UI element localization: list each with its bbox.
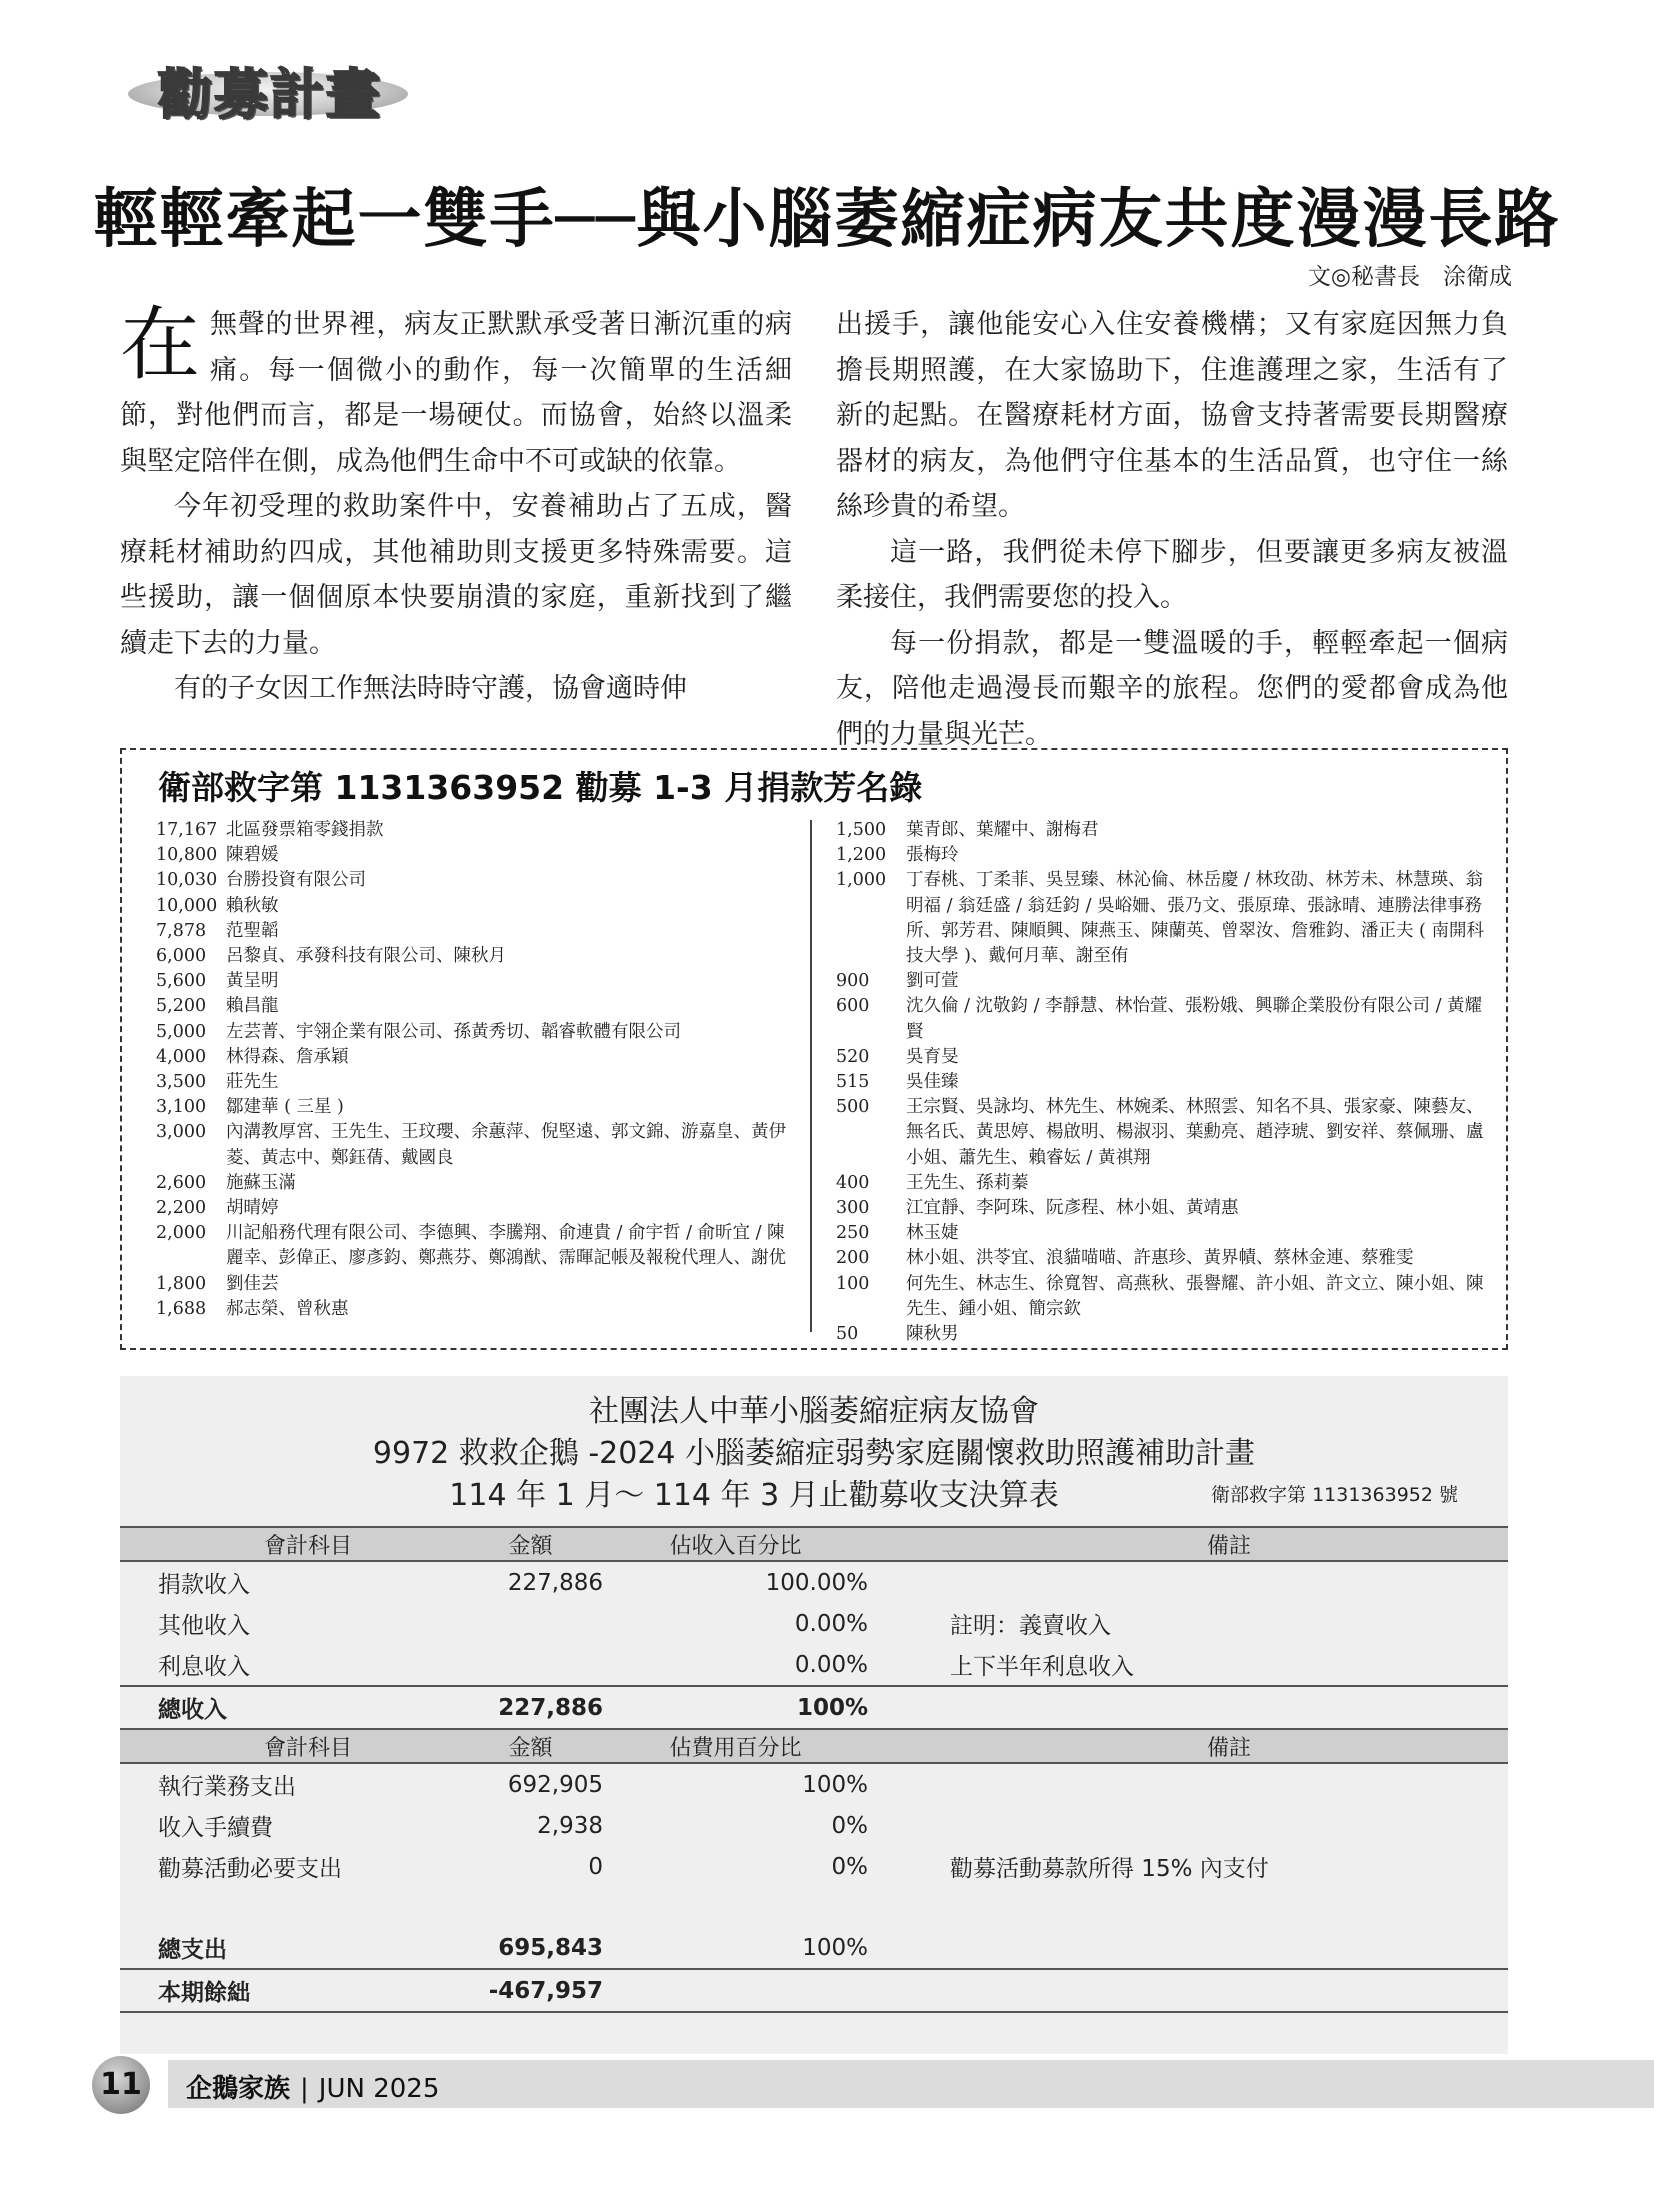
donor-names: 葉青郎、葉耀中、謝梅君 — [906, 820, 1099, 840]
row-item: 勸募活動必要支出 — [158, 1856, 342, 1882]
total-amount: 227,886 — [458, 1686, 603, 1729]
balance-note — [868, 1969, 1508, 2012]
donor-entry — [156, 1171, 796, 1196]
finance-statement — [120, 1376, 1508, 2054]
footer-separator: | — [300, 2074, 309, 2104]
donor-amount: 2,600 — [156, 1172, 207, 1193]
donor-amount: 300 — [836, 1198, 870, 1219]
donor-names: 丁春桃、丁柔菲、吳昱臻、林沁倫、林岳慶 / 林玫劭、林芳未、林慧瑛、翁明福 / 翁廷盛 / 翁廷鈞 / 吳峪姍、張乃文、張原瑋、張詠晴、連勝法律事務所、郭芳君、陳順興、陳燕玉、陳蘭英、曾翠汝、詹雅鈞、潘正夫 ( 南開科技大學 )、戴何月華、謝至侑 — [906, 870, 1484, 967]
issue-date: JUN 2025 — [318, 2074, 440, 2104]
donor-amount: 520 — [836, 1046, 870, 1067]
total-amount: 695,843 — [498, 1934, 603, 1961]
balance-row — [120, 1969, 1508, 2012]
byline: 文◎秘書長 涂衛成 — [1307, 264, 1512, 290]
donor-amount: 250 — [836, 1223, 870, 1244]
finance-period: 114 年 1 月～ 114 年 3 月止勸募收支決算表 — [449, 1478, 1059, 1513]
article-paragraph-3: 有的子女因工作無法時時守護，協會適時伸 — [174, 673, 687, 704]
balance-amount: -467,957 — [458, 1969, 603, 2012]
income-header-pct: 佔收入百分比 — [603, 1527, 868, 1561]
donor-entry — [836, 1171, 1486, 1196]
section-tag — [128, 48, 408, 126]
donor-entry — [836, 1272, 1486, 1322]
dropcap: 在 — [120, 298, 200, 391]
finance-permit-number: 衛部救字第 1131363952 號 — [1211, 1484, 1458, 1506]
expense-header-row — [120, 1729, 1508, 1763]
donor-names: 林小姐、洪苓宜、浪貓喵喵、許惠珍、黃界幘、蔡林金連、蔡雅雯 — [906, 1248, 1414, 1269]
income-header-amount: 金額 — [458, 1527, 603, 1561]
donor-names: 施蘇玉滿 — [226, 1172, 296, 1193]
row-pct: 100% — [802, 1771, 868, 1798]
donor-entry — [156, 1045, 796, 1070]
donor-entry — [836, 868, 1486, 969]
finance-table — [120, 1526, 1508, 2013]
donor-names: 鄒建華 ( 三星 ) — [226, 1097, 344, 1118]
row-amount: 227,886 — [507, 1569, 603, 1596]
donor-names: 陳碧媛 — [226, 845, 279, 866]
donor-names: 江宜靜、李阿珠、阮彥程、林小姐、黃靖惠 — [906, 1198, 1239, 1219]
donor-entry — [156, 818, 796, 843]
donor-entry — [836, 1322, 1486, 1347]
donor-entry — [156, 969, 796, 994]
donor-column-divider — [810, 820, 812, 1332]
donor-entry — [156, 994, 796, 1019]
donor-entry — [836, 969, 1486, 994]
donor-amount: 1,000 — [836, 870, 887, 891]
donor-amount: 10,000 — [156, 895, 218, 916]
donor-entry — [156, 894, 796, 919]
donor-names: 台勝投資有限公司 — [226, 870, 366, 891]
donor-names: 川記船務代理有限公司、李德興、李騰翔、俞連貴 / 俞宇哲 / 俞昕宜 / 陳麗幸、彭偉正、廖彥鈞、鄭燕芬、鄭鴻猷、霈暉記帳及報稅代理人、謝优 — [226, 1223, 786, 1269]
donor-names: 賴昌龍 — [226, 996, 279, 1017]
donor-amount: 500 — [836, 1097, 870, 1118]
expense-header-pct: 佔費用百分比 — [603, 1729, 868, 1763]
donor-names: 吳育旻 — [906, 1046, 959, 1067]
article-paragraph-2: 今年初受理的救助案件中，安養補助占了五成，醫療耗材補助約四成，其他補助則支援更多特殊需要。這些援助，讓一個個原本快要崩潰的家庭，重新找到了繼續走下去的力量。 — [120, 491, 792, 659]
donor-entry — [156, 1221, 796, 1271]
donor-entry — [836, 994, 1486, 1044]
row-pct: 0.00% — [794, 1651, 868, 1678]
donor-entry — [156, 1070, 796, 1095]
donor-entry — [156, 1120, 796, 1170]
row-item: 執行業務支出 — [158, 1774, 296, 1800]
donor-list-left — [156, 818, 796, 1322]
donor-names: 吳佳臻 — [906, 1072, 959, 1093]
section-tag-text: 勸募計畫 — [158, 63, 382, 126]
donor-names: 賴秋敏 — [226, 895, 279, 916]
row-pct: 100.00% — [765, 1569, 868, 1596]
row-item: 收入手續費 — [158, 1815, 273, 1841]
donor-amount: 5,200 — [156, 996, 207, 1017]
donor-amount: 1,200 — [836, 845, 887, 866]
article-title: 輕輕牽起一雙手──與小腦萎縮症病友共度漫漫長路 — [93, 182, 1561, 257]
table-row — [120, 1644, 1508, 1686]
donor-names: 林得森、詹承穎 — [226, 1046, 349, 1067]
finance-project-name: 9972 救救企鵝 -2024 小腦萎縮症弱勢家庭關懷救助照護補助計畫 — [372, 1436, 1256, 1471]
donor-amount: 10,030 — [156, 870, 218, 891]
donor-amount: 7,878 — [156, 920, 207, 941]
donor-names: 何先生、林志生、徐寬智、高燕秋、張譽耀、許小姐、許文立、陳小姐、陳先生、鍾小姐、簡宗欽 — [906, 1273, 1484, 1319]
donor-amount: 3,000 — [156, 1122, 207, 1143]
donor-amount: 900 — [836, 971, 870, 992]
donor-amount: 5,000 — [156, 1021, 207, 1042]
row-item: 其他收入 — [158, 1613, 250, 1639]
article-paragraph-1: 在無聲的世界裡，病友正默默承受著日漸沉重的病痛。每一個微小的動作，每一次簡單的生活細節，對他們而言，都是一場硬仗。而協會，始終以溫柔與堅定陪伴在側，成為他們生命中不可或缺的依靠。 — [120, 298, 792, 477]
donor-amount: 3,500 — [156, 1072, 207, 1093]
income-total-row — [120, 1686, 1508, 1729]
donor-names: 劉佳芸 — [226, 1273, 279, 1294]
income-header-row — [120, 1527, 1508, 1561]
row-note — [868, 1763, 1508, 1805]
expense-total-row — [120, 1927, 1508, 1969]
donor-amount: 200 — [836, 1248, 870, 1269]
article-paragraph-5: 每一份捐款，都是一雙溫暖的手，輕輕牽起一個病友，陪他走過漫長而艱辛的旅程。您們的愛都會成為他們的力量與光芒。 — [836, 627, 1508, 750]
table-row — [120, 1805, 1508, 1846]
donor-names: 莊先生 — [226, 1072, 279, 1093]
total-note — [868, 1927, 1508, 1969]
row-note: 註明：義賣收入 — [950, 1613, 1111, 1639]
donor-amount: 1,688 — [156, 1298, 207, 1319]
donor-entry — [156, 843, 796, 868]
donor-entry — [836, 1045, 1486, 1070]
donor-entry — [836, 1246, 1486, 1271]
donor-names: 呂黎貞、承發科技有限公司、陳秋月 — [226, 946, 506, 967]
row-pct: 0% — [831, 1853, 868, 1880]
donor-entry — [156, 1095, 796, 1120]
donor-names: 內溝教厚宮、王先生、王玟瓔、余蕙萍、倪堅遠、郭文錦、游嘉皇、黃伊菱、黃志中、鄭鈺蒨、戴國良 — [226, 1122, 786, 1168]
expense-header-item: 會計科目 — [120, 1729, 458, 1763]
income-header-item: 會計科目 — [120, 1527, 458, 1561]
income-header-note: 備註 — [868, 1527, 1508, 1561]
finance-org-name: 社團法人中華小腦萎縮症病友協會 — [589, 1394, 1039, 1429]
donor-names: 北區發票箱零錢捐款 — [226, 820, 384, 840]
article-paragraph-4: 這一路，我們從未停下腳步，但要讓更多病友被溫柔接住，我們需要您的投入。 — [836, 536, 1508, 613]
table-row — [120, 1603, 1508, 1644]
donor-names: 范聖韜 — [226, 920, 279, 941]
donor-names: 沈久倫 / 沈敬鈞 / 李靜慧、林怡萱、張粉娥、興聯企業股份有限公司 / 黃耀賢 — [906, 996, 1483, 1042]
footer-text — [186, 2068, 439, 2105]
donor-entry — [836, 1070, 1486, 1095]
total-pct: 100% — [603, 1686, 868, 1729]
donor-names: 王宗賢、吳詠均、林先生、林婉柔、林照雲、知名不具、張家豪、陳藝友、無名氏、黃思婷、楊啟明、楊淑羽、葉勳亮、趙浡琥、劉安祥、蔡佩珊、盧小姐、蕭先生、賴睿妘 / 黃祺翔 — [906, 1097, 1484, 1168]
donor-names: 林玉婕 — [906, 1223, 959, 1244]
article-column-left — [120, 298, 792, 712]
donor-entry — [156, 1020, 796, 1045]
donor-amount: 17,167 — [156, 820, 218, 840]
total-note — [868, 1686, 1508, 1729]
donor-amount: 4,000 — [156, 1046, 207, 1067]
donor-amount: 600 — [836, 996, 870, 1017]
total-item: 總支出 — [158, 1937, 227, 1963]
donor-entry — [156, 1196, 796, 1221]
donor-names: 胡晴婷 — [226, 1198, 279, 1219]
row-note — [868, 1561, 1508, 1603]
row-amount: 2,938 — [537, 1812, 603, 1839]
donor-names: 黃呈明 — [226, 971, 279, 992]
row-pct: 0% — [831, 1812, 868, 1839]
balance-pct — [603, 1969, 868, 2012]
row-item: 捐款收入 — [158, 1572, 250, 1598]
donor-list-box — [120, 748, 1508, 1350]
donor-names: 郝志榮、曾秋惠 — [226, 1298, 349, 1319]
article-column-right — [836, 302, 1508, 757]
donor-entry — [836, 1095, 1486, 1171]
donor-names: 張梅玲 — [906, 845, 959, 866]
donor-names: 左芸菁、宇翎企業有限公司、孫黃秀切、韜睿軟體有限公司 — [226, 1021, 681, 1042]
page-number-badge: 11 — [92, 2056, 150, 2114]
donor-entry — [836, 1221, 1486, 1246]
donor-amount: 6,000 — [156, 946, 207, 967]
table-spacer-row — [120, 1887, 1508, 1927]
donor-amount: 1,500 — [836, 820, 887, 840]
donor-entry — [836, 1196, 1486, 1221]
donor-amount: 100 — [836, 1273, 870, 1294]
expense-header-note: 備註 — [868, 1729, 1508, 1763]
table-row — [120, 1763, 1508, 1805]
donor-list-right — [836, 818, 1486, 1347]
row-note — [868, 1805, 1508, 1846]
row-amount — [458, 1603, 603, 1644]
donor-entry — [156, 1297, 796, 1322]
row-pct: 0.00% — [794, 1610, 868, 1637]
donor-entry — [156, 919, 796, 944]
donor-names: 王先生、孫莉蓁 — [906, 1172, 1029, 1193]
donor-names: 陳秋男 — [906, 1324, 959, 1345]
donor-entry — [836, 843, 1486, 868]
total-pct: 100% — [802, 1934, 868, 1961]
donor-amount: 3,100 — [156, 1097, 207, 1118]
row-amount: 0 — [588, 1853, 603, 1880]
total-item: 總收入 — [120, 1686, 458, 1729]
article-paragraph-3-continued: 出援手，讓他能安心入住安養機構；又有家庭因無力負擔長期照護，在大家協助下，住進護理之家，生活有了新的起點。在醫療耗材方面，協會支持著需要長期醫療器材的病友，為他們守住基本的生活品質，也守住一絲絲珍貴的希望。 — [836, 309, 1508, 522]
balance-item: 本期餘絀 — [120, 1969, 458, 2012]
row-note: 勸募活動募款所得 15% 內支付 — [950, 1856, 1269, 1882]
expense-header-amount: 金額 — [458, 1729, 603, 1763]
row-amount: 692,905 — [507, 1771, 603, 1798]
donor-entry — [156, 944, 796, 969]
row-amount — [458, 1644, 603, 1686]
donor-names: 劉可萱 — [906, 971, 959, 992]
donor-entry — [156, 1272, 796, 1297]
donor-list-heading: 衛部救字第 1131363952 勸募 1-3 月捐款芳名錄 — [158, 768, 923, 807]
donor-amount: 2,200 — [156, 1198, 207, 1219]
donor-amount: 5,600 — [156, 971, 207, 992]
table-row — [120, 1846, 1508, 1887]
donor-amount: 400 — [836, 1172, 870, 1193]
donor-amount: 10,800 — [156, 845, 218, 866]
magazine-name: 企鵝家族 — [186, 2074, 291, 2104]
row-item: 利息收入 — [158, 1654, 250, 1680]
donor-entry — [156, 868, 796, 893]
row-note: 上下半年利息收入 — [950, 1654, 1134, 1680]
donor-entry — [836, 818, 1486, 843]
donor-amount: 50 — [836, 1324, 859, 1345]
donor-amount: 2,000 — [156, 1223, 207, 1244]
table-row — [120, 1561, 1508, 1603]
donor-amount: 515 — [836, 1072, 870, 1093]
donor-amount: 1,800 — [156, 1273, 207, 1294]
